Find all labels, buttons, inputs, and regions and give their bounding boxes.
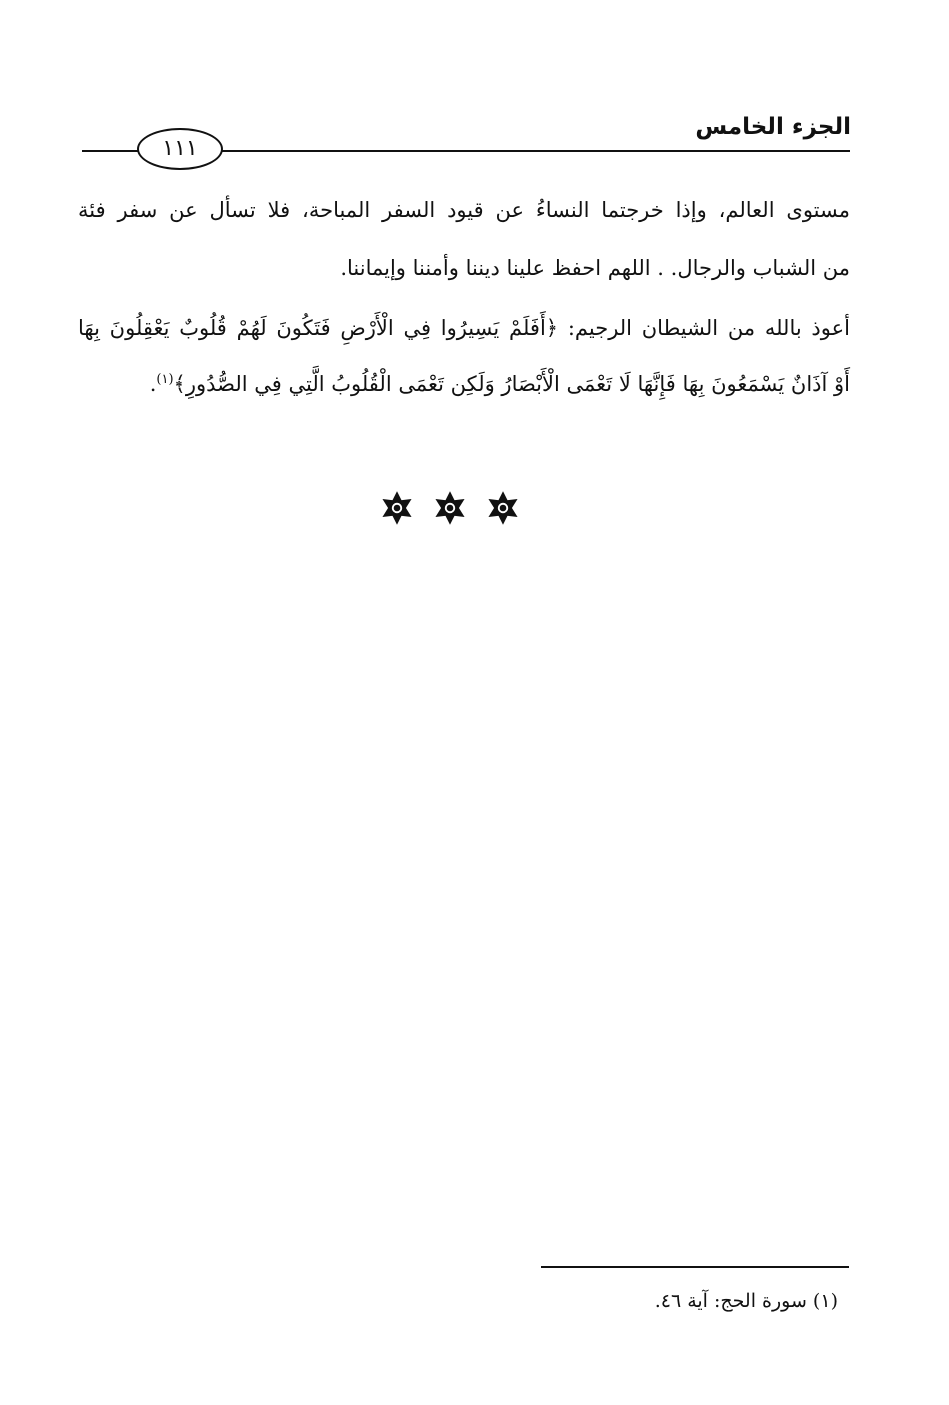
quran-verse-line-1: أعوذ بالله من الشيطان الرجيم: ﴿أَفَلَمْ يَسِيرُوا فِي الْأَرْضِ فَتَكُونَ لَهُمْ قُلُوبٌ يَعْقِلُونَ بِهَا bbox=[78, 316, 850, 340]
flower-ornament-icon bbox=[486, 491, 520, 525]
line-end-period: . bbox=[149, 372, 157, 396]
page-header bbox=[0, 0, 949, 180]
quran-verse-line-2 bbox=[78, 372, 850, 396]
section-divider-ornaments bbox=[380, 490, 520, 526]
page-number-oval bbox=[137, 128, 223, 170]
running-title: الجزء الخامس bbox=[695, 114, 851, 140]
page-number: ١١١ bbox=[162, 136, 198, 161]
body-line-1: مستوى العالم، وإذا خرجتما النساءُ عن قيود السفر المباحة، فلا تسأل عن سفر فئة bbox=[78, 198, 850, 222]
quran-verse-text: أَوْ آذَانٌ يَسْمَعُونَ بِهَا فَإِنَّهَا لَا تَعْمَى الْأَبْصَارُ وَلَكِن تَعْمَى الْقُلُوبُ الَّتِي فِي الصُّدُورِ﴾ bbox=[173, 372, 850, 396]
flower-ornament-icon bbox=[433, 491, 467, 525]
footnote: (١) سورة الحج: آية ٤٦. bbox=[654, 1290, 838, 1312]
flower-ornament-icon bbox=[380, 491, 414, 525]
footnote-rule bbox=[541, 1266, 849, 1268]
footnote-marker: (١) bbox=[156, 372, 174, 387]
body-line-2: من الشباب والرجال. . اللهم احفظ علينا ديننا وأمننا وإيماننا. bbox=[340, 256, 850, 280]
